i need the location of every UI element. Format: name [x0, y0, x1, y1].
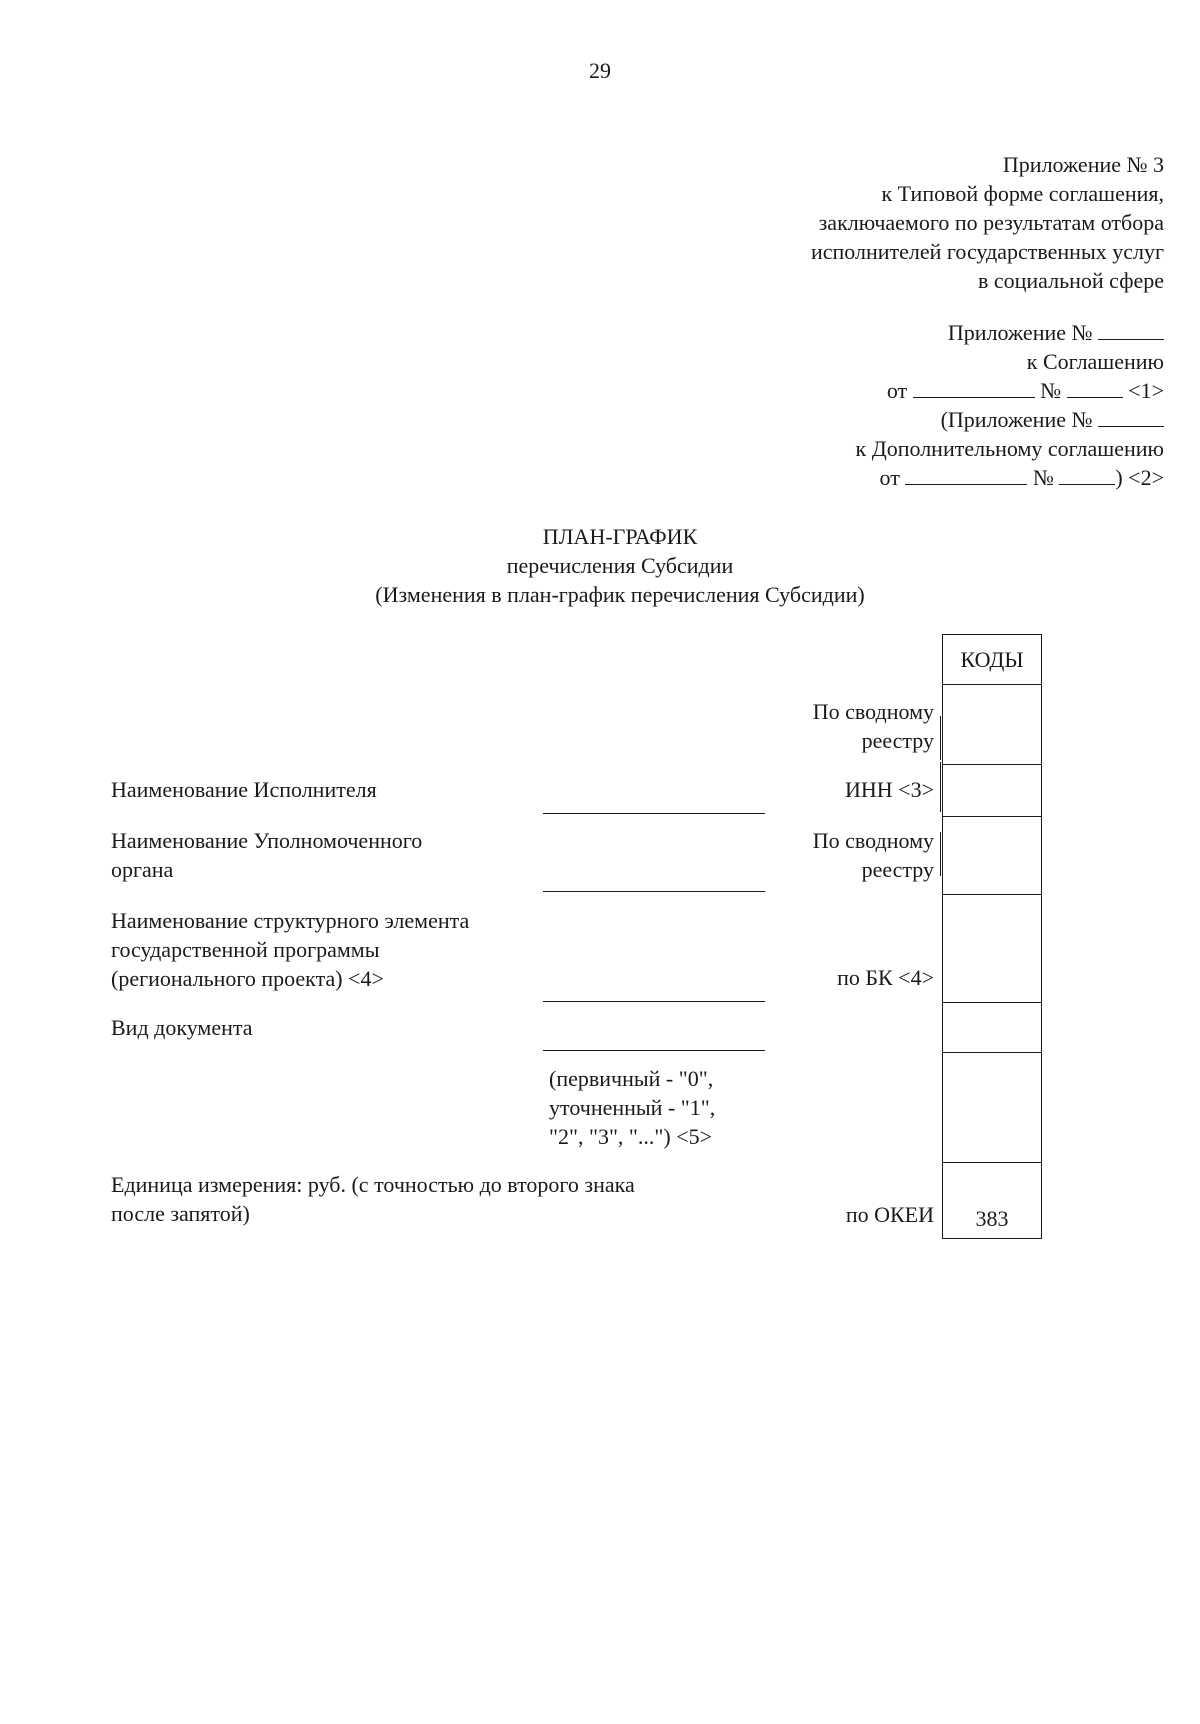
appendix-header: [811, 150, 1164, 295]
doc-type-hint: [549, 1064, 715, 1151]
document-title: [300, 522, 940, 609]
agreement-ref-line-3: [856, 376, 1164, 405]
agreement-ref-line-1: [856, 318, 1164, 347]
label-unit-line-2: после запятой): [111, 1201, 250, 1226]
number-blank: [1067, 377, 1123, 398]
label-structural-element: [111, 906, 469, 993]
additional-appendix-label: (Приложение №: [940, 407, 1093, 432]
tick-mark: [940, 716, 941, 760]
appendix-line-5: в социальной сфере: [977, 268, 1164, 293]
label-authority-line-2: органа: [111, 857, 174, 882]
code-cell-inn: [943, 765, 1041, 817]
tick-mark: [940, 832, 941, 876]
agreement-ref-line-6: [856, 463, 1164, 492]
label-svod-1: [813, 697, 934, 755]
code-cell-okei: [943, 1163, 1041, 1239]
footnote-2: ) <2>: [1115, 465, 1164, 490]
okei-code: 383: [975, 1206, 1009, 1231]
code-cell-svod-2: [943, 817, 1041, 895]
codes-header-cell: [943, 635, 1041, 685]
appendix-line-3: заключаемого по результатам отбора: [818, 210, 1164, 235]
date-blank: [913, 377, 1035, 398]
appendix-line-4: исполнителей государственных услуг: [810, 239, 1164, 264]
agreement-ref-line-2: к Соглашению: [1026, 349, 1164, 374]
label-doc-type: Вид документа: [111, 1015, 253, 1040]
appendix-line-2: к Типовой форме соглашения,: [881, 181, 1164, 206]
code-cell-doc-type: [943, 1003, 1041, 1053]
label-svod-1-line-2: реестру: [861, 728, 934, 753]
label-structural-line-2: государственной программы: [111, 937, 380, 962]
page-number: 29: [589, 58, 611, 83]
codes-header: КОДЫ: [960, 647, 1024, 672]
code-cell-bk: [943, 895, 1041, 1003]
doc-type-hint-line-1: (первичный - "0",: [549, 1066, 714, 1091]
footnote-1: <1>: [1128, 378, 1164, 403]
tick-mark: [940, 762, 941, 812]
codes-table: [942, 634, 1042, 1239]
structural-fill-line: [543, 1001, 765, 1002]
appendix-number-blank: [1098, 319, 1164, 340]
doc-type-hint-line-2: уточненный - "1",: [549, 1095, 716, 1120]
label-svod-2: [813, 826, 934, 884]
additional-number-label: №: [1032, 465, 1054, 490]
title-changes: (Изменения в план-график перечисления Субсидии): [375, 582, 865, 607]
authority-fill-line: [543, 891, 765, 892]
title-main: ПЛАН-ГРАФИК: [542, 524, 698, 549]
title-sub: перечисления Субсидии: [506, 553, 734, 578]
doc-type-hint-line-3: "2", "3", "...") <5>: [549, 1124, 713, 1149]
label-bk: по БК <4>: [837, 965, 934, 990]
label-svod-1-line-1: По сводному: [812, 699, 934, 724]
agreement-ref-line-5: к Дополнительному соглашению: [855, 436, 1164, 461]
label-inn: ИНН <3>: [845, 777, 934, 802]
label-authority-line-1: Наименование Уполномоченного: [111, 828, 423, 853]
label-svod-2-line-1: По сводному: [812, 828, 934, 853]
agreement-reference: [856, 318, 1164, 492]
label-svod-2-line-2: реестру: [861, 857, 934, 882]
label-executor: Наименование Исполнителя: [111, 777, 377, 802]
appendix-line-1: Приложение № 3: [1002, 152, 1164, 177]
label-authority: [111, 826, 422, 884]
additional-appendix-blank: [1098, 406, 1164, 427]
additional-number-blank: [1059, 464, 1115, 485]
label-okei: по ОКЕИ: [845, 1202, 934, 1227]
label-unit-line-1: Единица измерения: руб. (с точностью до второго знака: [111, 1172, 635, 1197]
agreement-ref-line-4: [856, 405, 1164, 434]
additional-date-blank: [905, 464, 1027, 485]
code-cell-svod-1: [943, 685, 1041, 765]
label-structural-line-1: Наименование структурного элемента: [111, 908, 470, 933]
date-label: от: [886, 378, 908, 403]
additional-date-label: от: [879, 465, 900, 490]
number-label: №: [1040, 378, 1062, 403]
executor-fill-line: [543, 813, 765, 814]
doc-type-fill-line: [543, 1050, 765, 1051]
appendix-number-label: Приложение №: [947, 320, 1093, 345]
code-cell-doc-type-hint: [943, 1053, 1041, 1163]
label-unit: [111, 1170, 635, 1228]
label-structural-line-3: (регионального проекта) <4>: [111, 966, 384, 991]
